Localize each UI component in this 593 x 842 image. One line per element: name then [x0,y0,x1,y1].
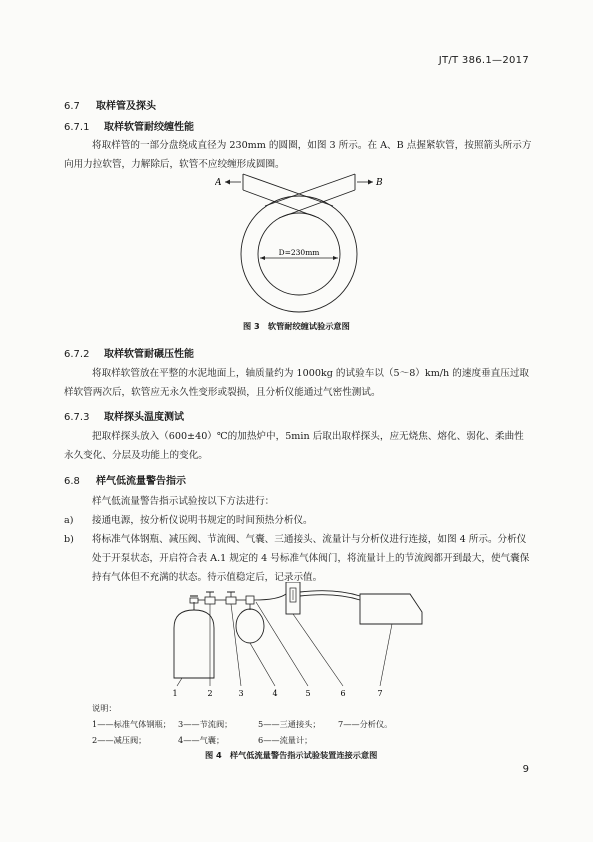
part-number-label: 7 [377,689,383,698]
section-number: 6.7.2 [64,349,90,360]
legend-item: 7——分析仪。 [338,719,393,729]
gas-cylinder-icon [174,610,214,678]
legend-item: 5——三通接头； [258,719,321,729]
section-6-7-2-paragraph: 将取样软管放在平整的水泥地面上，轴质量约为 1000kg 的试验车以（5～8）km/h 的速度垂直压过取样软管两次后，软管应无永久性变形或裂损，且分析仪能通过气密性测试。 [64,368,530,398]
legend-item: 4——气囊； [178,735,225,745]
section-title: 取样软管耐碾压性能 [104,349,194,360]
list-item [64,530,532,587]
procedure-list [64,511,532,587]
page-number: 9 [522,764,529,775]
pressure-regulator-icon [205,597,215,604]
section-title: 取样探头温度测试 [104,412,184,423]
hose-coil-diagram [215,168,385,318]
tee-connector-icon [246,596,254,604]
section-title: 取样软管耐绞缠性能 [104,122,194,133]
legend-item: 6——流量计； [258,735,313,745]
part-number-label: 2 [207,689,213,698]
section-6-7-heading [64,97,156,112]
part-number-label: 6 [340,689,346,698]
legend-title: 说明： [92,703,117,713]
section-6-7-1-heading [64,118,194,133]
legend-item: 1——标准气体钢瓶； [92,719,171,729]
section-6-7-3-paragraph: 把取样探头放入（600±40）℃的加热炉中，5min 后取出取样探头，应无烧焦、熔化、弱化、柔曲性永久变化、分层及功能上的变化。 [64,431,524,461]
list-marker: a) [64,515,74,526]
section-number: 6.7 [64,101,80,112]
section-number: 6.8 [64,476,80,487]
gas-bag-icon [236,609,264,643]
diameter-label: D=230mm [278,248,320,257]
part-number-label: 3 [238,689,244,698]
list-text: 接通电源，按分析仪说明书规定的时间预热分析仪。 [92,515,313,526]
section-number: 6.7.1 [64,122,90,133]
legend-item: 2——减压阀； [92,735,147,745]
point-a-label: A [215,178,222,188]
section-number: 6.7.3 [64,412,90,423]
section-6-7-1-paragraph: 将取样管的一部分盘绕成直径为 230mm 的圆圈，如图 3 所示。在 A、B 点握紧软管，按照箭头所示方向用力拉软管，力解除后，软管不应绞缠形成圆圈。 [64,140,532,170]
section-6-7-3-heading [64,408,184,423]
section-6-8-intro: 样气低流量警告指示试验按以下方法进行： [92,496,275,507]
test-setup-diagram [160,582,460,700]
section-6-8-heading [64,472,186,487]
section-title: 样气低流量警告指示 [96,476,186,487]
list-text: 将标准气体钢瓶、减压阀、节流阀、气囊、三通接头、流量计与分析仪进行连接，如图 4 所示。分析仪处于开泵状态，开启符合表 A.1 规定的 4 号标准气体阀门，将流量计上的节流阀都开到最大，使气囊保持有气体但不充满的状态。待示值稳定后，记录示值。 [92,534,530,583]
throttle-valve-icon [226,597,236,604]
section-title: 取样管及探头 [96,101,156,112]
figure-3-caption: 图 3 软管耐绞缠试验示意图 [243,321,350,331]
analyzer-icon [360,594,422,624]
part-number-label: 4 [272,689,278,698]
figure-4-caption: 图 4 样气低流量警告指示试验装置连接示意图 [205,750,378,760]
standard-code-header: JT/T 386.1—2017 [438,55,529,66]
list-item [64,511,532,530]
list-marker: b) [64,534,74,545]
point-b-label: B [376,178,383,188]
figure-4-legend [92,700,392,748]
part-number-label: 5 [305,689,311,698]
part-number-label: 1 [172,689,178,698]
legend-item: 3——节流阀； [178,719,233,729]
section-6-7-2-heading [64,345,194,360]
